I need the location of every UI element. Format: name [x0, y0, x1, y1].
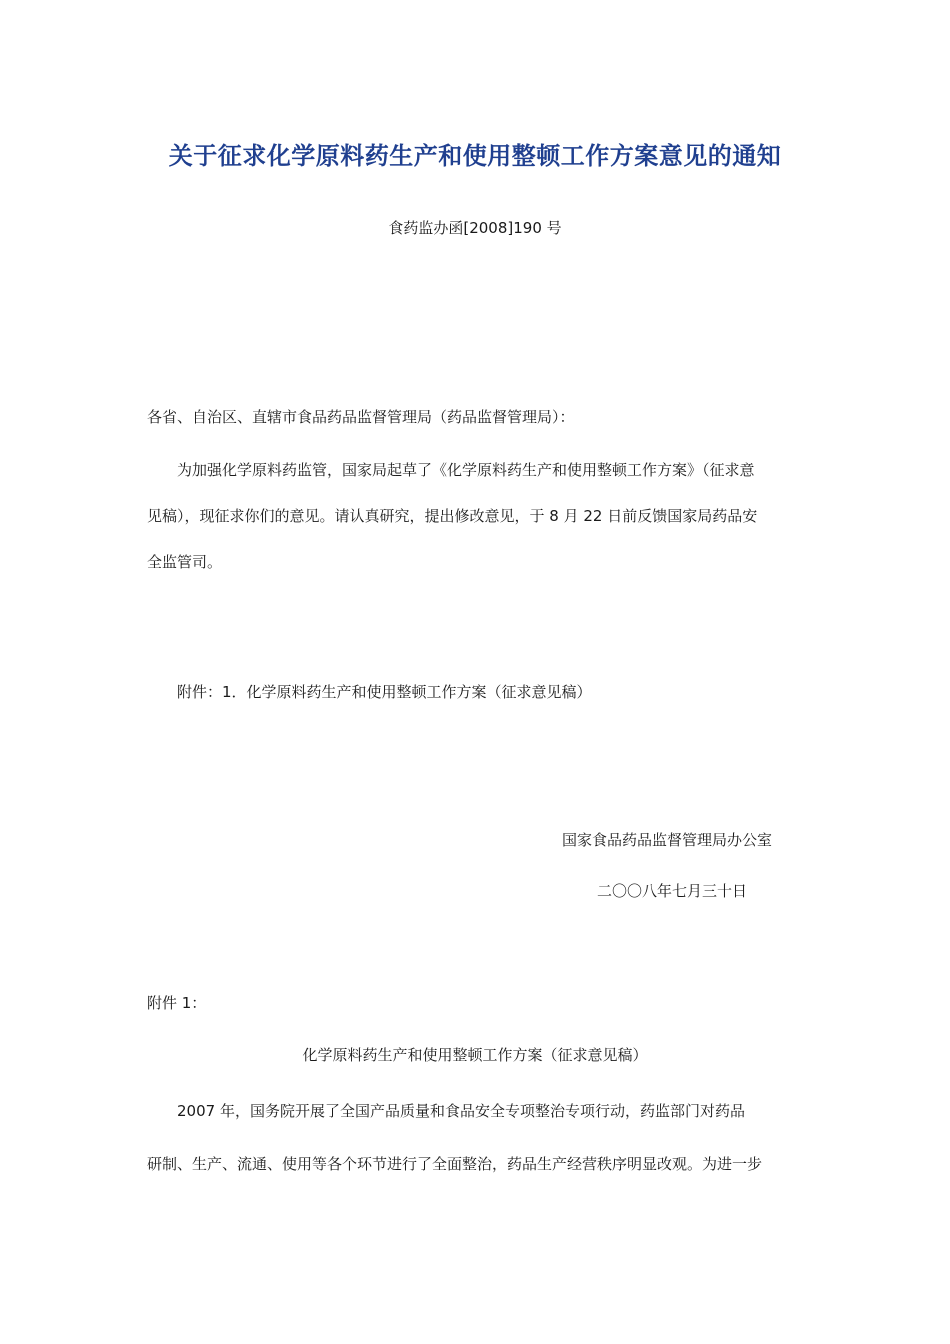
paragraph-line: 全监管司。 — [147, 553, 223, 571]
salutation: 各省、自治区、直辖市食品药品监督管理局（药品监督管理局）： — [147, 408, 575, 426]
paragraph-line: 见稿），现征求你们的意见。请认真研究，提出修改意见，于 8 月 22 日前反馈国家局药品安 — [147, 507, 758, 525]
paragraph-line: 为加强化学原料药监管，国家局起草了《化学原料药生产和使用整顿工作方案》（征求意 — [177, 461, 755, 479]
attachment-title: 化学原料药生产和使用整顿工作方案（征求意见稿） — [302, 1046, 648, 1064]
attachment-list: 附件：1．化学原料药生产和使用整顿工作方案（征求意见稿） — [177, 683, 592, 701]
notice-paragraph — [147, 447, 807, 585]
issuing-office: 国家食品药品监督管理局办公室 — [562, 831, 773, 849]
paragraph-line: 研制、生产、流通、使用等各个环节进行了全面整治，药品生产经营秩序明显改观。为进一步 — [147, 1155, 763, 1173]
attachment-label: 附件 1： — [147, 994, 207, 1012]
issue-date: 二〇〇八年七月三十日 — [597, 882, 748, 900]
paragraph-line: 2007 年，国务院开展了全国产品质量和食品安全专项整治专项行动，药监部门对药品 — [177, 1102, 745, 1120]
attachment-paragraph — [147, 1085, 807, 1191]
document-number: 食药监办函[2008]190 号 — [388, 219, 562, 237]
document-title: 关于征求化学原料药生产和使用整顿工作方案意见的通知 — [168, 142, 782, 170]
